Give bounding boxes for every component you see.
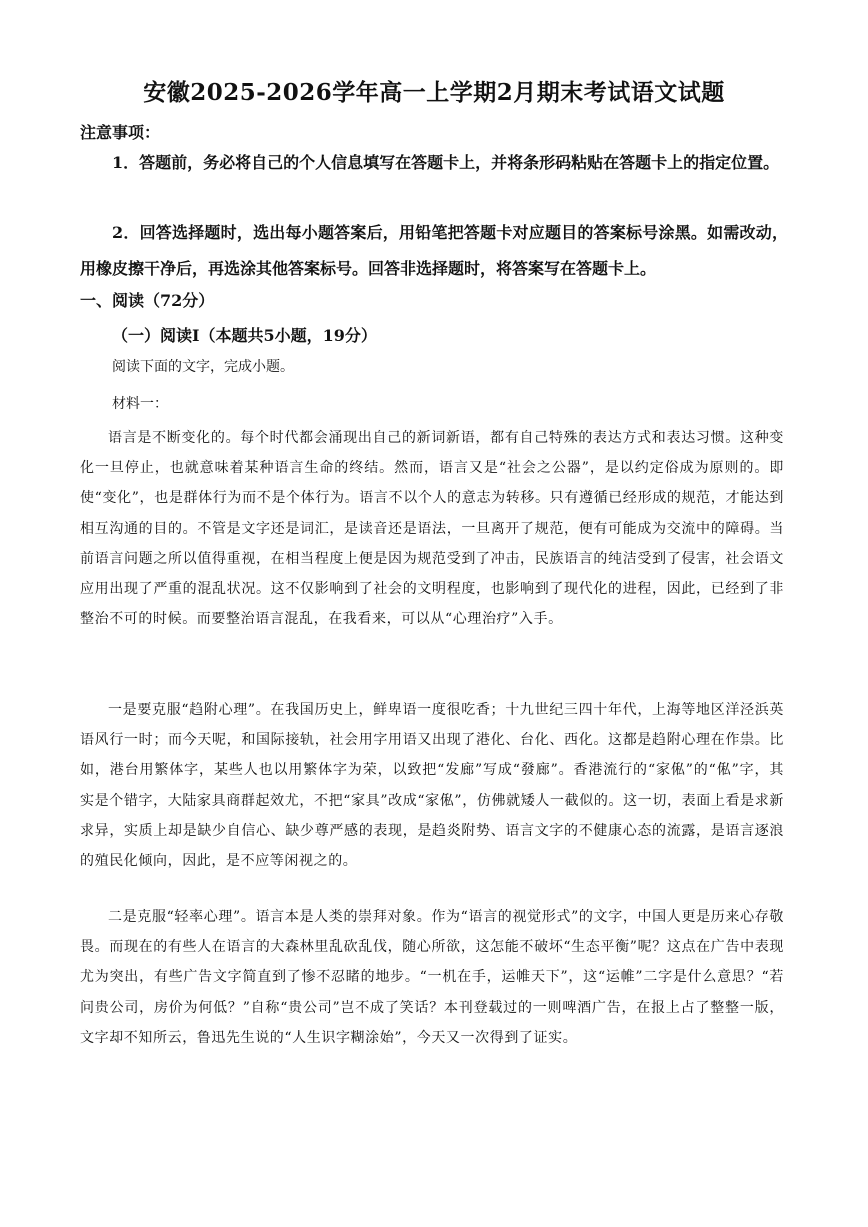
material-label: 材料一： <box>112 396 168 412</box>
page-title: 安徽2025-2026学年高一上学期2月期末考试语文试题 <box>143 79 725 106</box>
notice-heading: 注意事项： <box>80 123 161 142</box>
body-paragraph: 语言是不断变化的。每个时代都会涌现出自己的新词新语，都有自己特殊的表达方式和表达习惯。这种变化一旦停止，也就意味着某种语言生命的终结。然而，语言又是“社会之公器”，是以约定俗成为原则的。即使“变化”，也是群体行为而不是个体行为。语言不以个人的意志为转移。只有遵循已经形成的规范，才能达到相互沟通的目的。不管是文字还是词汇，是读音还是语法，一旦离开了规范，便有可能成为交流中的障碍。当前语言问题之所以值得重视，在相当程度上便是因为规范受到了冲击，民族语言的纯洁受到了侵害，社会语文应用出现了严重的混乱状况。这不仅影响到了社会的文明程度，也影响到了现代化的进程，因此，已经到了非整治不可的时候。而要整治语言混乱，在我看来，可以从“心理治疗”入手。 <box>80 430 784 628</box>
subsection-heading: （一）阅读Ⅰ（本题共5小题，19分） <box>112 326 377 345</box>
body-paragraph: 一是要克服“趋附心理”。在我国历史上，鲜卑语一度很吃香；十九世纪三四十年代，上海等地区洋泾浜英语风行一时；而今天呢，和国际接轨，社会用字用语又出现了港化、台化、西化。这都是趋附心理在作祟。比如，港台用繁体字，某些人也以用繁体字为荣，以致把“发廊”写成“發廊”。香港流行的“家俬”的“俬”字，其实是个错字，大陆家具商群起效尤，不把“家具”改成“家俬”，仿佛就矮人一截似的。这一切，表面上看是求新求异，实质上却是缺少自信心、缺少尊严感的表现，是趋炎附势、语言文字的不健康心态的流露，是语言逐浪的殖民化倾向，因此，是不应等闲视之的。 <box>80 702 784 870</box>
notice-item: 2．回答选择题时，选出每小题答案后，用铅笔把答题卡对应题目的答案标号涂黑。如需改动，用橡皮擦干净后，再选涂其他答案标号。回答非选择题时，将答案写在答题卡上。 <box>80 223 788 278</box>
reading-instruction: 阅读下面的文字，完成小题。 <box>112 359 294 375</box>
notice-item: 1．答题前，务必将自己的个人信息填写在答题卡上，并将条形码粘贴在答题卡上的指定位置。 <box>112 153 780 172</box>
body-paragraph: 二是克服“轻率心理”。语言本是人类的崇拜对象。作为“语言的视觉形式”的文字，中国人更是历来心存敬畏。而现在的有些人在语言的大森林里乱砍乱伐，随心所欲，这怎能不破坏“生态平衡”呢？这点在广告中表现尤为突出，有些广告文字简直到了惨不忍睹的地步。“一机在手，运帷天下”，这“运帷”二字是什么意思？“若问贵公司，房价为何低？”自称“贵公司”岂不成了笑话？本刊登载过的一则啤酒广告，在报上占了整整一版，文字却不知所云，鲁迅先生说的“人生识字糊涂始”，今天又一次得到了证实。 <box>80 909 784 1046</box>
section-heading: 一、阅读（72分） <box>80 291 215 310</box>
